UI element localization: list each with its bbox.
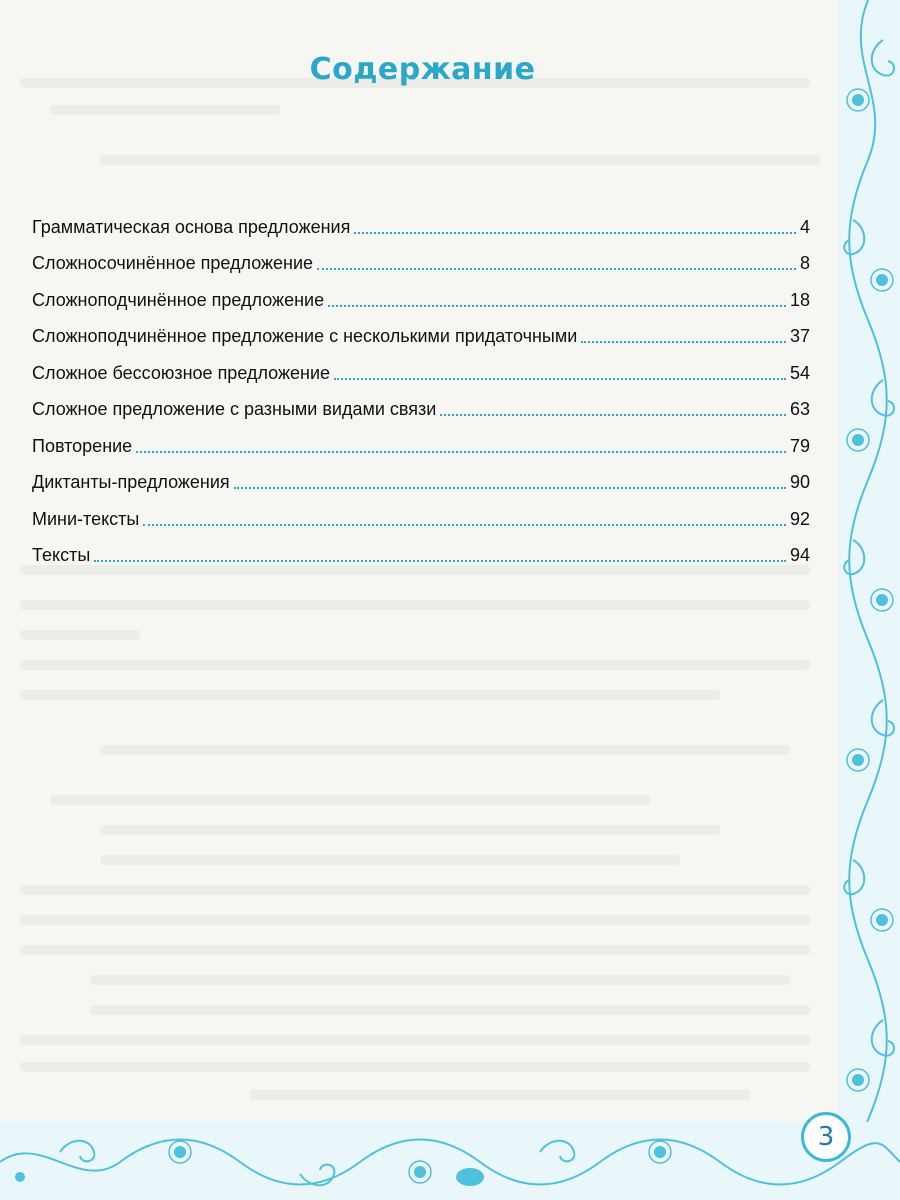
toc-entry-label: Сложноподчинённое предложение xyxy=(32,289,325,310)
toc-entry-label: Мини-тексты xyxy=(32,508,140,529)
dot-leader xyxy=(334,378,786,380)
toc-entry-label: Повторение xyxy=(32,435,133,456)
toc-entry[interactable] xyxy=(32,456,810,493)
dot-leader xyxy=(581,341,786,343)
dot-leader xyxy=(94,560,786,562)
toc-entry-page: 90 xyxy=(789,472,810,492)
toc-entry[interactable] xyxy=(32,529,810,566)
toc-entry-page: 94 xyxy=(789,545,810,565)
dot-leader xyxy=(234,487,786,489)
dot-leader xyxy=(440,414,786,416)
dot-leader xyxy=(328,305,786,307)
toc-entry-page: 92 xyxy=(789,508,810,529)
toc-entry-page: 63 xyxy=(789,399,810,419)
dot-leader xyxy=(354,232,796,234)
toc-entry-page: 54 xyxy=(789,362,810,383)
toc-entry[interactable] xyxy=(32,273,810,310)
toc-entry-label: Диктанты-предложения xyxy=(32,472,230,492)
table-of-contents xyxy=(32,200,810,565)
toc-entry-page: 18 xyxy=(789,289,810,310)
page-number-badge: 3 xyxy=(801,1112,851,1162)
toc-entry[interactable] xyxy=(32,419,810,456)
toc-entry-label: Грамматическая основа предложения xyxy=(32,216,351,237)
dot-leader xyxy=(136,451,786,453)
toc-entry[interactable] xyxy=(32,492,810,529)
toc-entry[interactable] xyxy=(32,383,810,420)
dot-leader xyxy=(143,524,786,526)
toc-entry-page: 79 xyxy=(789,435,810,456)
toc-entry-label: Сложное бессоюзное предложение xyxy=(32,362,331,383)
toc-entry-label: Сложноподчинённое предложение с несколькими придаточными xyxy=(32,326,578,346)
ornament-border-bottom xyxy=(0,1122,900,1200)
toc-entry-label: Сложносочинённое предложение xyxy=(32,253,314,273)
dot-leader xyxy=(317,268,796,270)
toc-entry-page: 8 xyxy=(799,253,810,273)
toc-entry-page: 37 xyxy=(789,326,810,346)
toc-entry-label: Тексты xyxy=(32,545,91,565)
page-title: Содержание xyxy=(309,52,536,87)
toc-entry[interactable] xyxy=(32,200,810,237)
ornament-border-right xyxy=(838,0,900,1200)
toc-entry-page: 4 xyxy=(799,216,810,237)
toc-entry[interactable] xyxy=(32,310,810,347)
toc-entry[interactable] xyxy=(32,237,810,274)
toc-entry-label: Сложное предложение с разными видами связи xyxy=(32,399,437,419)
toc-entry[interactable] xyxy=(32,346,810,383)
